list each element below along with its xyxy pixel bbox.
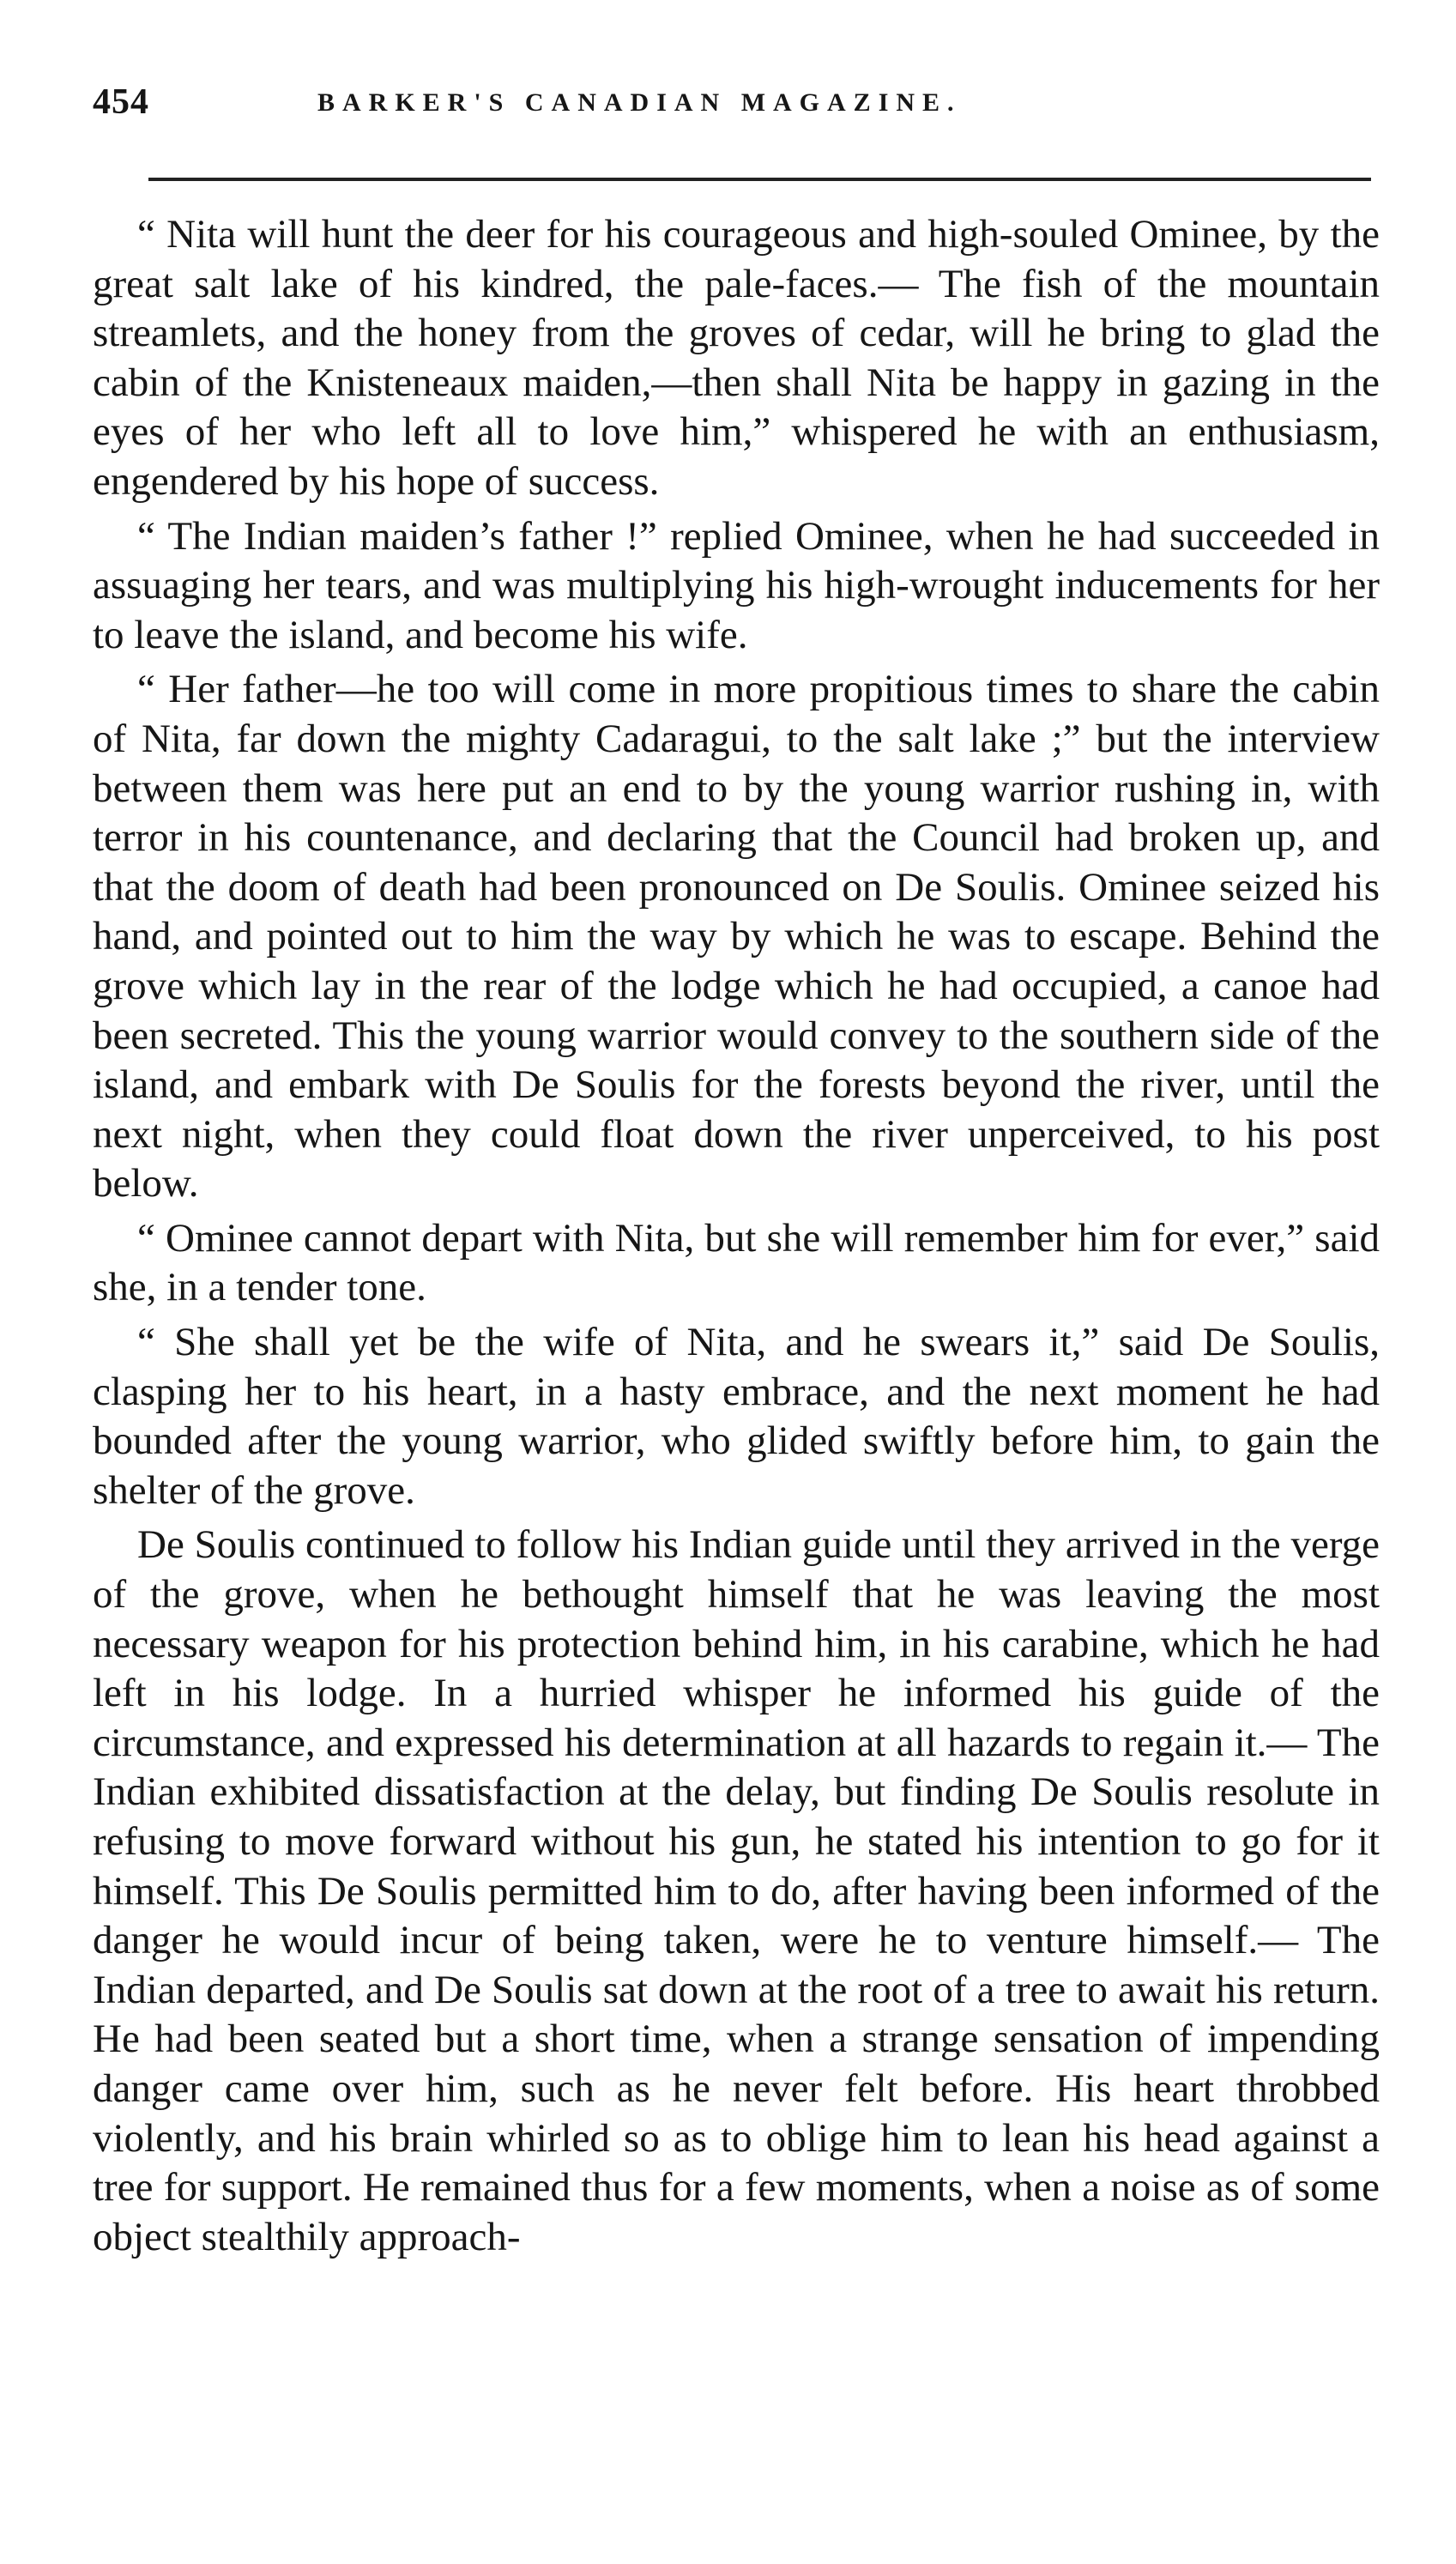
paragraph-3: “ Her father—he too will come in more propitious times to share the cabin of Nita, far down the mighty Cadaragui, to the salt lake ;” but the interview between them was here put an end to by the young warrior rushing in, with terror in his countenance, and declaring that the Council had broken up, and that the doom of death had been pronounced on De Soulis. Ominee seized his hand, and pointed out to him the way by which he was to escape. Behind the grove which lay in the rear of the lodge which he had occupied, a canoe had been secreted. This the young warrior would convey to the southern side of the island, and embark with De Soulis for the forests beyond the river, until the next night, when they could float down the river unperceived, to his post below. <box>93 667 1380 1206</box>
page-number: 454 <box>93 82 149 122</box>
article-body <box>93 210 1380 2267</box>
paragraph-1: “ Nita will hunt the deer for his courageous and high-souled Ominee, by the great salt lake of his kindred, the pale-faces.— The fish of the mountain streamlets, and the honey from the groves of cedar, will he bring to glad the cabin of the Knisteneaux maiden,—then shall Nita be happy in gazing in the eyes of her who left all to love him,” whispered he with an enthusiasm, engendered by his hope of success. <box>93 212 1380 504</box>
paragraph-6: De Soulis continued to follow his Indian guide until they arrived in the verge of the grove, when he bethought himself that he was leaving the most necessary weapon for his protection behind him, in his carabine, which he had left in his lodge. In a hurried whisper he informed his guide of the circumstance, and expressed his determination at all hazards to regain it.— The Indian exhibited dissatisfaction at the delay, but finding De Soulis resolute in refusing to move forward without his gun, he stated his intention to go for it himself. This De Soulis permitted him to do, after having been informed of the danger he would incur of being taken, were he to venture himself.— The Indian departed, and De Soulis sat down at the root of a tree to await his return. He had been seated but a short time, when a strange sensation of impending danger came over him, such as he never felt before. His heart throbbed violently, and his brain whirled so as to oblige him to lean his head against a tree for support. He remained thus for a few moments, when a noise as of some object stealthily approach- <box>93 1522 1380 2259</box>
paragraph-4: “ Ominee cannot depart with Nita, but she will remember him for ever,” said she, in a tender tone. <box>93 1215 1380 1310</box>
journal-title: BARKER'S CANADIAN MAGAZINE. <box>317 88 962 117</box>
magazine-page <box>93 82 1380 2259</box>
paragraph-5: “ She shall yet be the wife of Nita, and he swears it,” said De Soulis, clasping her to his heart, in a hasty embrace, and the next moment he had bounded after the young warrior, who glided swiftly before him, to gain the shelter of the grove. <box>93 1320 1380 1513</box>
header-rule <box>148 178 1371 181</box>
paragraph-2: “ The Indian maiden’s father !” replied Ominee, when he had succeeded in assuaging her tears, and was multiplying his high-wrought inducements for her to leave the island, and become his wife. <box>93 513 1380 657</box>
running-head <box>93 82 1380 150</box>
